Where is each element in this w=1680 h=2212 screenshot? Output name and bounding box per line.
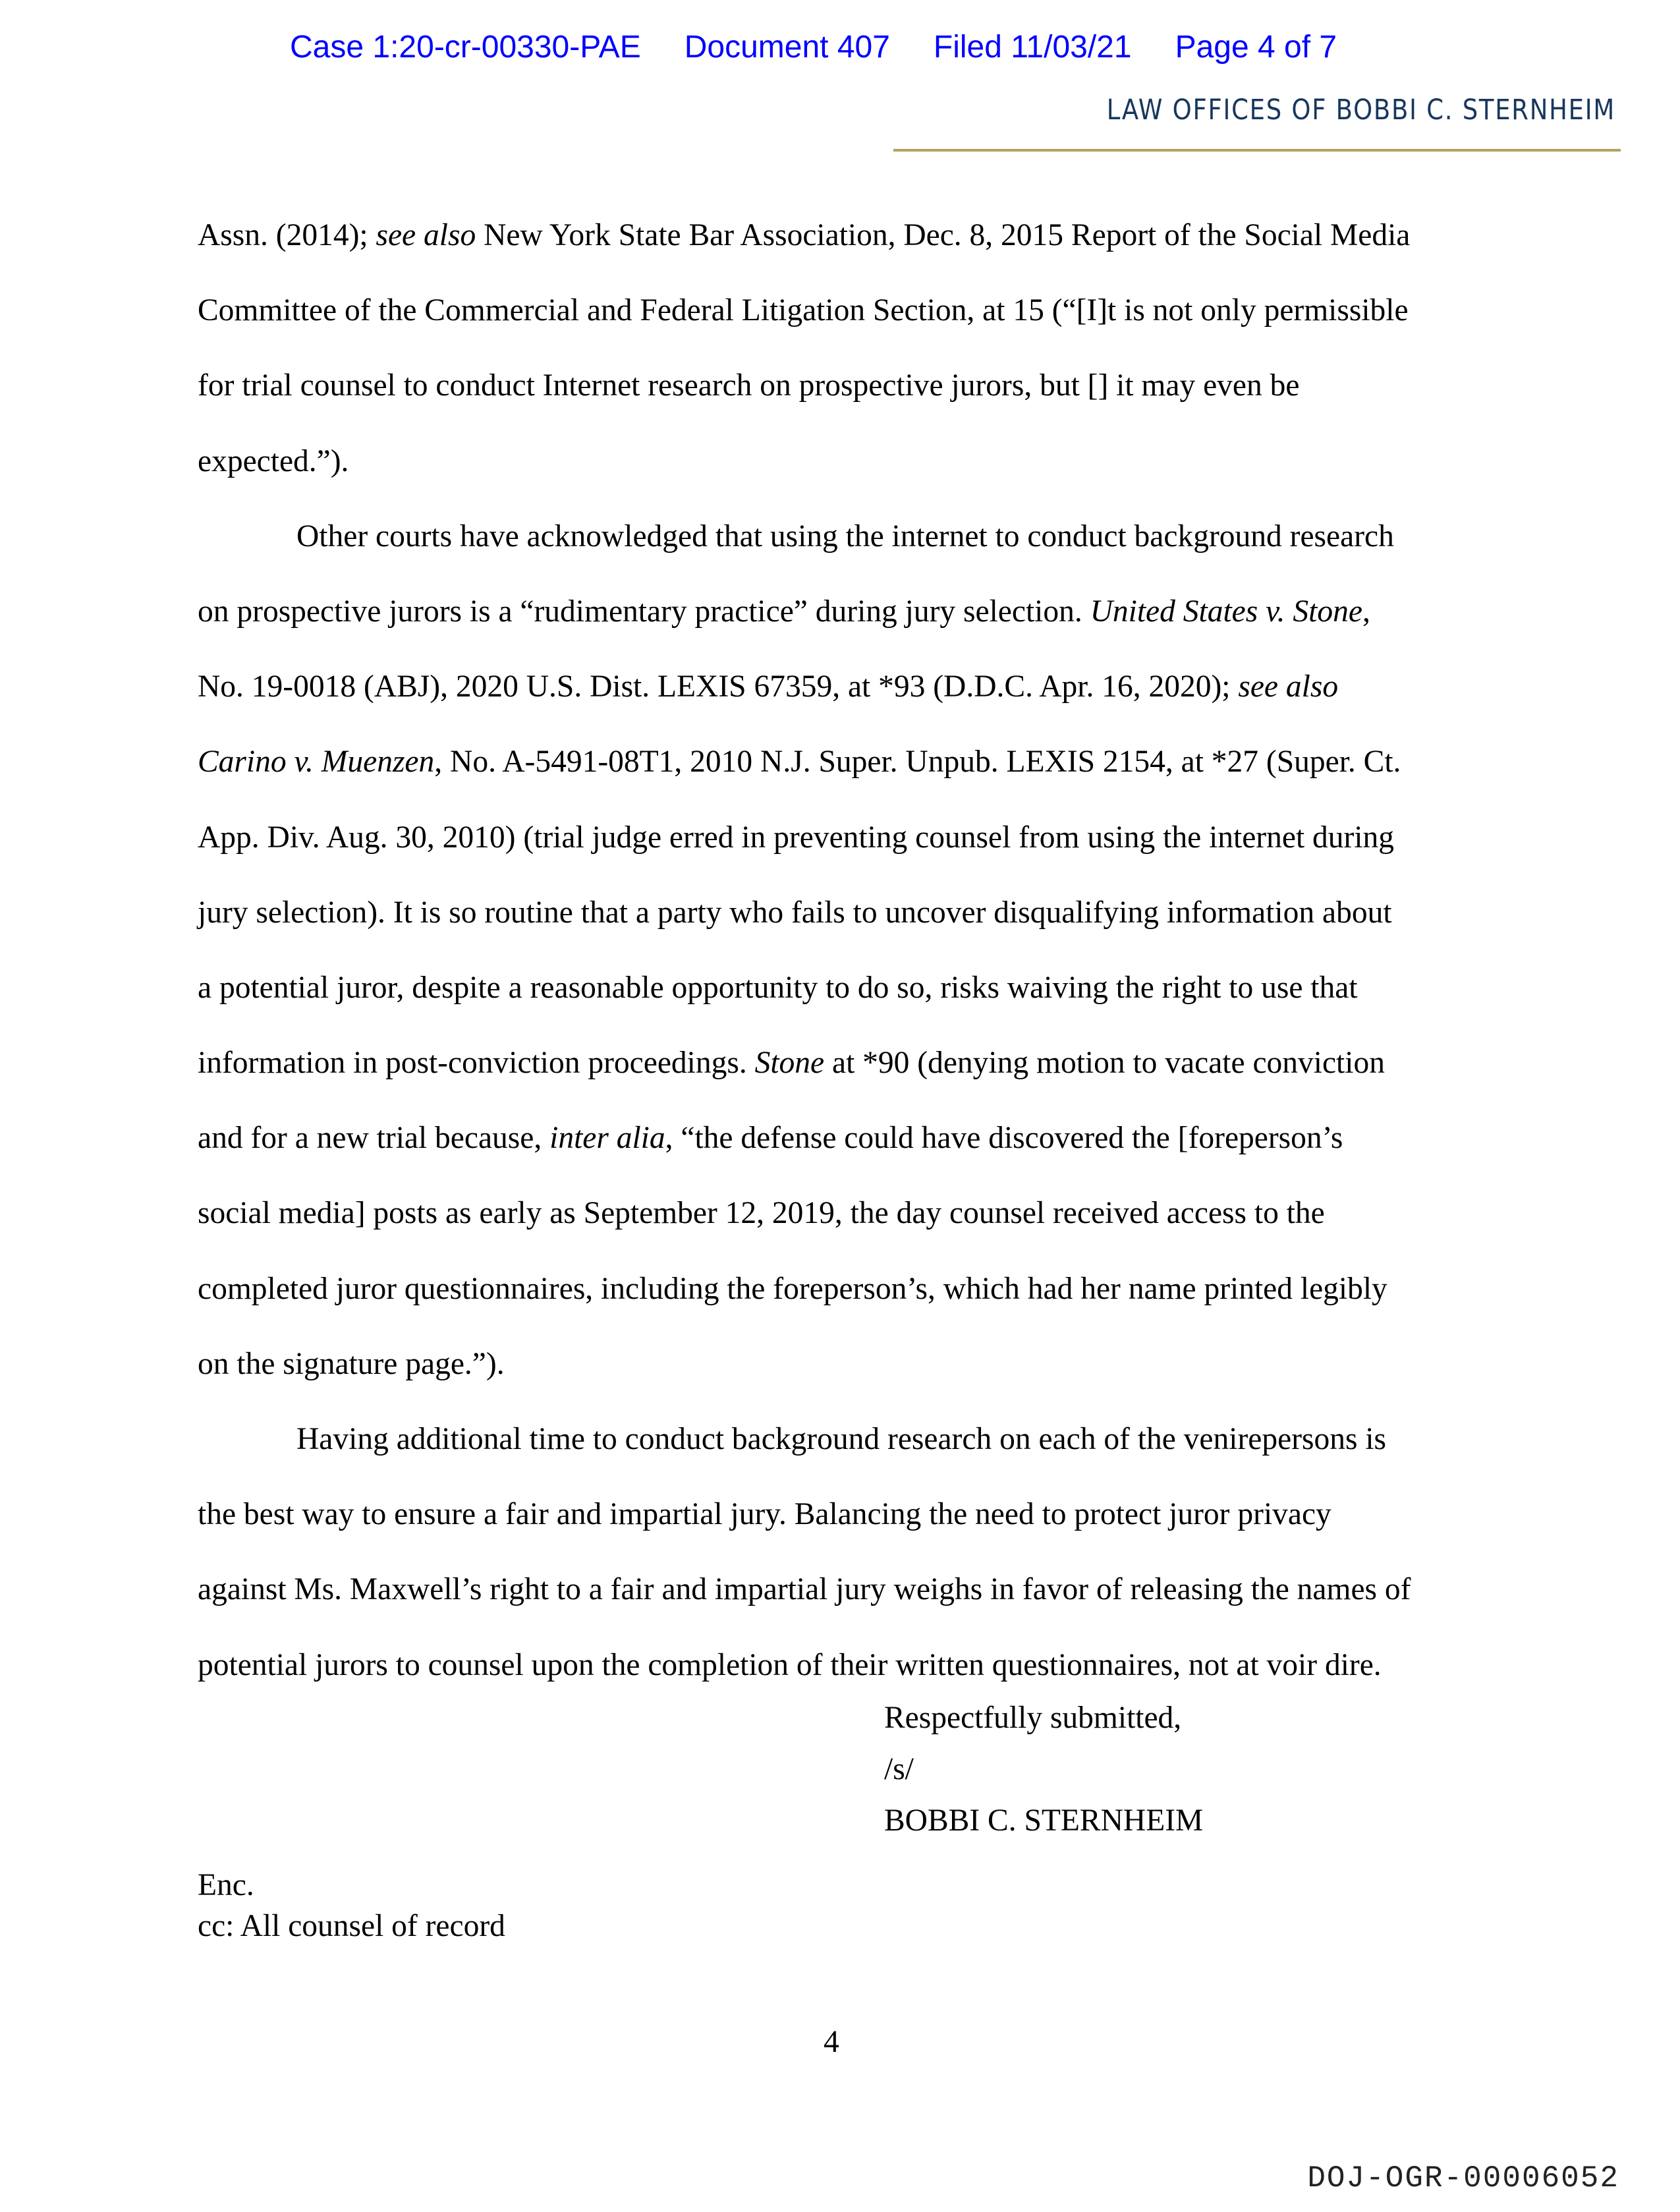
filed-date: Filed 11/03/21 — [933, 30, 1132, 65]
enclosure-block — [198, 1865, 505, 1946]
italic-citation: United States v. Stone — [1090, 594, 1362, 629]
signature-block — [884, 1692, 1203, 1846]
text-line — [198, 1100, 1489, 1176]
bates-number: DOJ-OGR-00006052 — [1307, 2161, 1619, 2196]
text-line — [198, 1477, 1489, 1552]
signature-mark: /s/ — [884, 1752, 914, 1786]
enclosure-note: Enc. — [198, 1868, 254, 1902]
text-line — [198, 875, 1489, 950]
paragraph — [198, 1402, 1489, 1703]
text-run: New York State Bar Association, Dec. 8, 2015 Report of the Social Media — [476, 218, 1411, 252]
text-run: Having additional time to conduct background research on each of the venirepersons is — [296, 1422, 1387, 1456]
text-run: potential jurors to counsel upon the completion of their written questionnaires, not at voir dire. — [198, 1647, 1382, 1682]
text-line — [198, 273, 1489, 348]
text-line — [198, 724, 1489, 799]
text-run: App. Div. Aug. 30, 2010) (trial judge erred in preventing counsel from using the internet during — [198, 820, 1395, 855]
text-run: , No. A-5491-08T1, 2010 N.J. Super. Unpub. LEXIS 2154, at *27 (Super. Ct. — [434, 745, 1401, 780]
text-line — [198, 649, 1489, 724]
text-line — [198, 1025, 1489, 1100]
text-run: at *90 (denying motion to vacate conviction — [824, 1046, 1385, 1081]
case-number: Case 1:20-cr-00330-PAE — [290, 30, 641, 65]
text-line — [198, 950, 1489, 1025]
document-number: Document 407 — [684, 30, 890, 65]
text-run: on prospective jurors is a “rudimentary practice” during jury selection. — [198, 594, 1090, 629]
text-line — [198, 1552, 1489, 1627]
italic-citation: Stone — [754, 1046, 825, 1081]
text-run: Other courts have acknowledged that using the internet to conduct background research — [296, 519, 1394, 553]
cc-note: cc: All counsel of record — [198, 1909, 505, 1943]
text-run: expected.”). — [198, 443, 349, 478]
text-run: jury selection). It is so routine that a party who fails to uncover disqualifying information about — [198, 895, 1392, 930]
page-count: Page 4 of 7 — [1175, 30, 1337, 65]
text-line — [198, 198, 1489, 273]
text-line — [198, 424, 1489, 499]
firm-letterhead: LAW OFFICES OF BOBBI C. STERNHEIM — [1106, 94, 1615, 127]
closing: Respectfully submitted, — [884, 1701, 1182, 1735]
text-line — [198, 1402, 1489, 1477]
text-line — [198, 1628, 1489, 1703]
text-run: No. 19-0018 (ABJ), 2020 U.S. Dist. LEXIS 67359, at *93 (D.D.C. Apr. 16, 2020); — [198, 669, 1239, 704]
text-run: on the signature page.”). — [198, 1346, 505, 1381]
italic-citation: inter alia — [549, 1121, 665, 1156]
text-line — [198, 499, 1489, 574]
text-run: , — [1362, 594, 1370, 629]
text-line — [198, 1251, 1489, 1326]
text-line — [198, 800, 1489, 875]
italic-citation: see also — [1238, 669, 1339, 704]
italic-citation: Carino v. Muenzen — [198, 745, 435, 780]
text-run: social media] posts as early as September 12, 2019, the day counsel received access to the — [198, 1196, 1325, 1231]
paragraph — [198, 499, 1489, 1402]
text-line — [198, 1176, 1489, 1251]
text-run: a potential juror, despite a reasonable opportunity to do so, risks waiving the right to use that — [198, 970, 1358, 1005]
text-run: for trial counsel to conduct Internet research on prospective jurors, but [] it may even be — [198, 368, 1300, 403]
text-line — [198, 1326, 1489, 1402]
signer-name: BOBBI C. STERNHEIM — [884, 1803, 1204, 1838]
text-line — [198, 348, 1489, 423]
ecf-header — [290, 29, 1380, 65]
text-run: the best way to ensure a fair and impartial jury. Balancing the need to protect juror privacy — [198, 1497, 1331, 1532]
paragraph — [198, 198, 1489, 499]
text-line — [198, 574, 1489, 649]
text-run: and for a new trial because, — [198, 1121, 550, 1156]
text-run: , “the defense could have discovered the [foreperson’s — [665, 1121, 1343, 1156]
text-run: Committee of the Commercial and Federal Litigation Section, at 15 (“[I]t is not only permissible — [198, 293, 1409, 328]
page-number: 4 — [824, 2025, 839, 2059]
letterhead-rule — [893, 149, 1621, 152]
text-run: information in post-conviction proceedings. — [198, 1046, 755, 1081]
text-run: Assn. (2014); — [198, 218, 376, 252]
text-run: against Ms. Maxwell’s right to a fair and impartial jury weighs in favor of releasing the names of — [198, 1572, 1411, 1607]
document-body — [198, 198, 1489, 1703]
italic-citation: see also — [376, 218, 476, 252]
text-run: completed juror questionnaires, including the foreperson’s, which had her name printed legibly — [198, 1271, 1387, 1306]
